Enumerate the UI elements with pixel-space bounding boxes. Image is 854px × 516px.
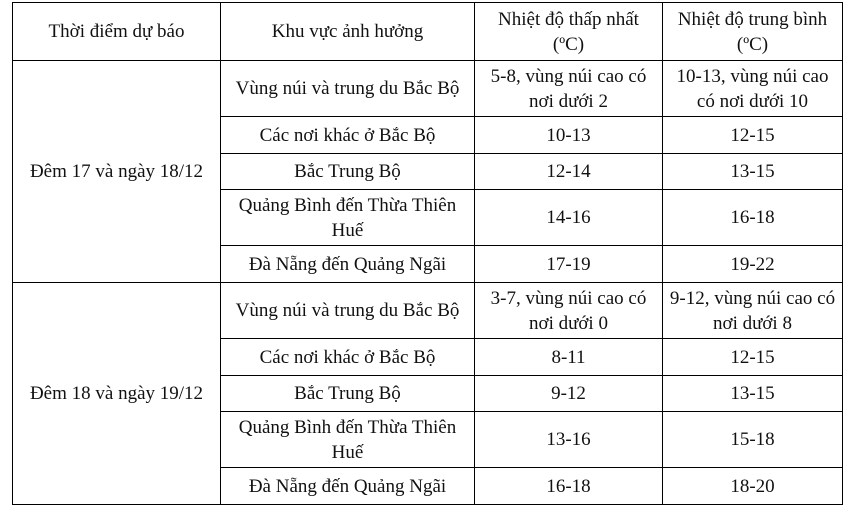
region-cell: Quảng Bình đến Thừa Thiên Huế (221, 412, 475, 468)
region-cell: Đà Nẵng đến Quảng Ngãi (221, 246, 475, 283)
header-affected-area: Khu vực ảnh hưởng (221, 3, 475, 61)
avg-temp-cell: 12-15 (663, 339, 843, 376)
header-avg-temp: Nhiệt độ trung bình (ºC) (663, 3, 843, 61)
min-temp-cell: 8-11 (475, 339, 663, 376)
avg-temp-cell: 18-20 (663, 468, 843, 505)
min-temp-cell: 16-18 (475, 468, 663, 505)
period-cell: Đêm 17 và ngày 18/12 (13, 61, 221, 283)
table-row (13, 61, 843, 117)
table-header-row (13, 3, 843, 61)
header-min-temp: Nhiệt độ thấp nhất (ºC) (475, 3, 663, 61)
avg-temp-cell: 13-15 (663, 154, 843, 190)
avg-temp-cell: 10-13, vùng núi cao có nơi dưới 10 (663, 61, 843, 117)
region-cell: Quảng Bình đến Thừa Thiên Huế (221, 190, 475, 246)
period-cell: Đêm 18 và ngày 19/12 (13, 283, 221, 505)
avg-temp-cell: 9-12, vùng núi cao có nơi dưới 8 (663, 283, 843, 339)
min-temp-cell: 14-16 (475, 190, 663, 246)
min-temp-cell: 12-14 (475, 154, 663, 190)
min-temp-cell: 10-13 (475, 117, 663, 154)
min-temp-cell: 9-12 (475, 376, 663, 412)
region-cell: Đà Nẵng đến Quảng Ngãi (221, 468, 475, 505)
avg-temp-cell: 12-15 (663, 117, 843, 154)
region-cell: Bắc Trung Bộ (221, 154, 475, 190)
region-cell: Vùng núi và trung du Bắc Bộ (221, 61, 475, 117)
region-cell: Các nơi khác ở Bắc Bộ (221, 339, 475, 376)
avg-temp-cell: 15-18 (663, 412, 843, 468)
table-row (13, 283, 843, 339)
min-temp-cell: 5-8, vùng núi cao có nơi dưới 2 (475, 61, 663, 117)
min-temp-cell: 3-7, vùng núi cao có nơi dưới 0 (475, 283, 663, 339)
avg-temp-cell: 16-18 (663, 190, 843, 246)
region-cell: Vùng núi và trung du Bắc Bộ (221, 283, 475, 339)
avg-temp-cell: 19-22 (663, 246, 843, 283)
avg-temp-cell: 13-15 (663, 376, 843, 412)
min-temp-cell: 17-19 (475, 246, 663, 283)
region-cell: Bắc Trung Bộ (221, 376, 475, 412)
min-temp-cell: 13-16 (475, 412, 663, 468)
region-cell: Các nơi khác ở Bắc Bộ (221, 117, 475, 154)
forecast-table (12, 2, 843, 505)
header-forecast-time: Thời điểm dự báo (13, 3, 221, 61)
